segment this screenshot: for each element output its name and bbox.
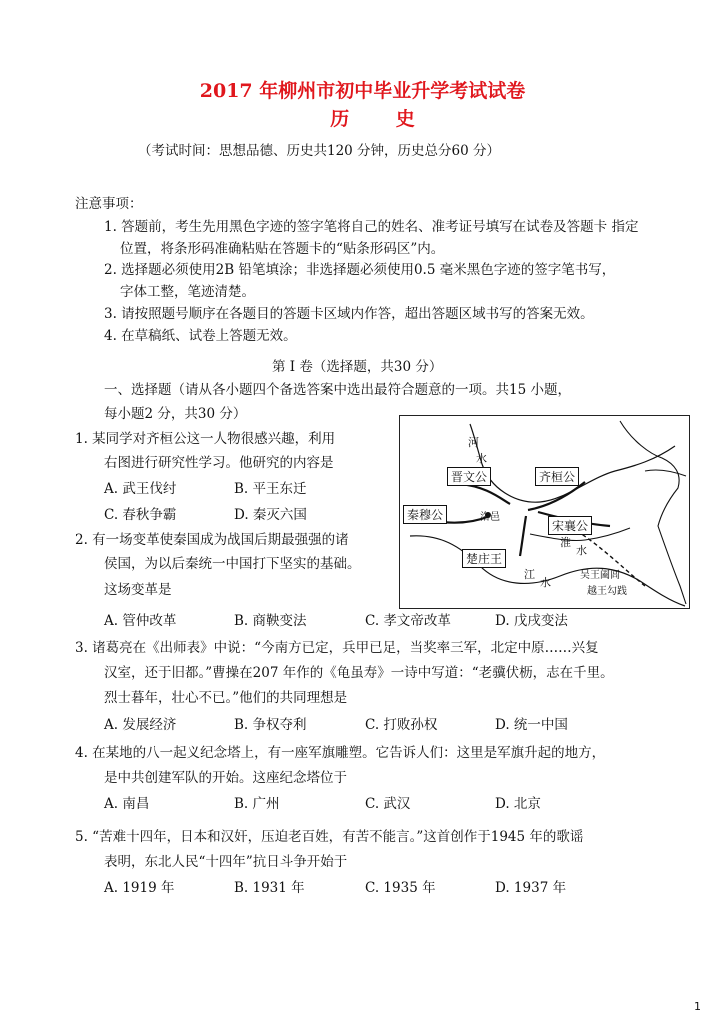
jiang-river-label-1: 江 [524,568,535,581]
question-2-stem-cont-2: 这场变革是 [104,582,172,598]
yue-king-label: 越王勾践 [587,586,627,597]
question-4-option-a: A. 南昌 [104,796,150,812]
section-instructions: 一、选择题（请从各小题四个备选答案中选出最符合题意的一项。共15 小题， [104,382,571,398]
question-2-option-a: A. 管仲改革 [104,613,177,629]
question-2-option-d: D. 戊戌变法 [495,613,568,629]
question-3-option-a: A. 发展经济 [104,717,177,733]
question-4-option-d: D. 北京 [495,796,541,812]
notice-item-4: 4. 在草稿纸、试卷上答题无效。 [104,328,297,344]
shandong-peninsula [645,470,686,476]
question-1-stem-cont: 右图进行研究性学习。他研究的内容是 [104,455,334,471]
page-number: 1 [694,1000,701,1013]
map-label-chu-zhuangwang: 楚庄王 [462,549,506,568]
question-5-option-d: D. 1937 年 [495,880,567,896]
subject-title: 历 史 [330,108,435,130]
question-2-stem: 2. 有一场变革使秦国成为战国后期最强强的诸 [75,532,349,548]
route-qi [528,482,585,510]
yangtze-river [410,536,685,606]
route-jin [460,484,510,504]
question-5-stem-cont: 表明，东北人民“十四年”抗日斗争开始于 [104,854,348,870]
question-1-option-c: C. 春秋争霸 [104,507,177,523]
huai-river-label-1: 淮 [560,536,571,549]
coastline [620,421,686,604]
jiang-river-label-2: 水 [540,576,551,589]
question-3-stem-cont-2: 烈士暮年，壮心不已。”他们的共同理想是 [104,690,348,706]
question-3-stem: 3. 诸葛亮在《出师表》中说：“今南方已定，兵甲已足，当奖率三军，北定中原……兴复 [75,640,599,656]
question-3-option-b: B. 争权夺利 [234,717,307,733]
question-1-option-a: A. 武王伐纣 [104,481,177,497]
question-1-option-b: B. 平王东迁 [234,481,307,497]
spring-autumn-hegemons-map [399,415,690,609]
notice-item-1: 1. 答题前，考生先用黑色字迹的签字笔将自己的姓名、准考证号填写在试卷及答题卡 指定 [104,219,639,235]
route-chu [520,516,526,556]
question-2-stem-cont: 侯国，为以后秦统一中国打下坚实的基础。 [104,556,361,572]
map-label-qin-mugong: 秦穆公 [403,505,447,524]
notice-item-3: 3. 请按照题号顺序在各题目的答题卡区域内作答，超出答题区域书写的答案无效。 [104,306,594,322]
question-5-option-b: B. 1931 年 [234,880,305,896]
yellow-river-label-2: 水 [476,452,487,465]
map-label-jin-wengong: 晋文公 [447,467,491,486]
section-title: 第 Ⅰ 卷（选择题，共30 分） [272,359,443,375]
section-instructions-cont: 每小题2 分，共30 分） [104,406,247,422]
question-4-option-c: C. 武汉 [365,796,411,812]
question-3-option-d: D. 统一中国 [495,717,568,733]
exam-info: （考试时间：思想品德、历史共120 分钟，历史总分60 分） [138,143,501,159]
wu-king-label: 吴王阖闾 [580,570,620,581]
luoyi-label: 洛邑 [480,512,500,523]
question-4-option-b: B. 广州 [234,796,280,812]
map-label-qi-huangong: 齐桓公 [535,467,579,486]
question-4-stem: 4. 在某地的八一起义纪念塔上，有一座军旗雕塑。它告诉人们：这里是军旗升起的地方， [75,745,606,761]
notice-item-1-cont: 位置，将条形码准确粘贴在答题卡的“贴条形码区”内。 [120,241,445,257]
question-2-option-b: B. 商鞅变法 [234,613,307,629]
exam-title: 2017 年柳州市初中毕业升学考试试卷 [199,80,526,102]
question-4-stem-cont: 是中共创建军队的开始。这座纪念塔位于 [104,770,347,786]
yellow-river-label-1: 河 [468,436,479,449]
question-1-option-d: D. 秦灭六国 [234,507,307,523]
notice-item-2: 2. 选择题必须使用2B 铅笔填涂；非选择题必须使用0.5 毫米黑色字迹的签字笔书写， [104,262,616,278]
question-3-stem-cont: 汉室，还于旧都。”曹操在207 年作的《龟虽寿》一诗中写道：“老骥伏枥，志在千里。 [104,665,614,681]
notice-heading: 注意事项： [75,196,143,212]
question-1-stem: 1. 某同学对齐桓公这一人物很感兴趣，利用 [75,431,336,447]
map-label-song-xianggong: 宋襄公 [548,516,592,535]
question-5-option-c: C. 1935 年 [365,880,436,896]
notice-item-2-cont: 字体工整，笔迹清楚。 [120,284,255,300]
question-5-stem: 5. “苦难十四年，日本和汉奸，压迫老百姓，有苦不能言。”这首创作于1945 年的歌谣 [75,829,584,845]
huai-river-label-2: 水 [576,544,587,557]
question-5-option-a: A. 1919 年 [104,880,175,896]
question-3-option-c: C. 打败孙权 [365,717,438,733]
question-2-option-c: C. 孝文帝改革 [365,613,451,629]
